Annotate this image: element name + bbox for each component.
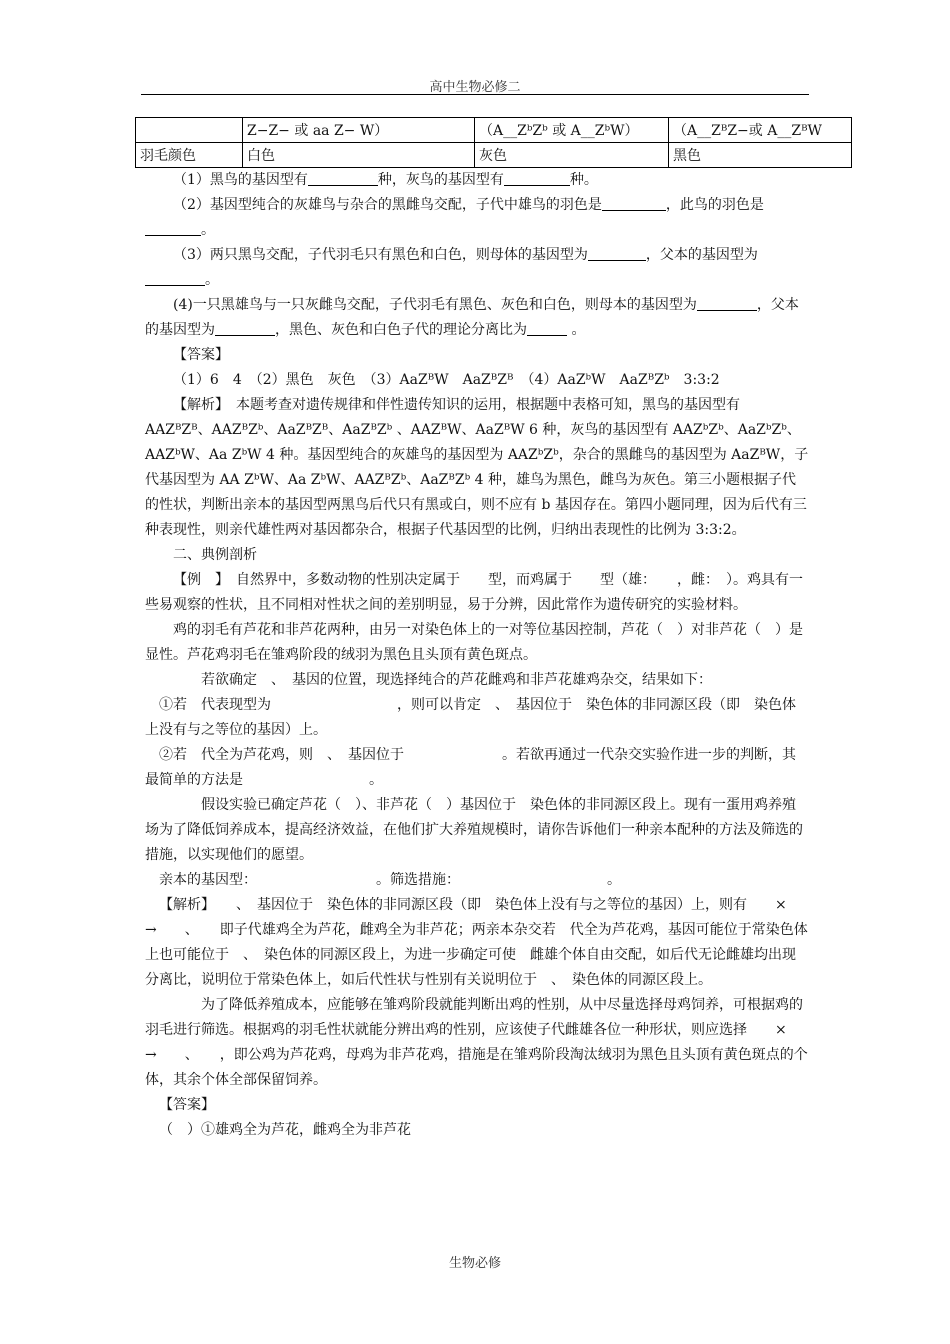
blank [215,319,275,336]
page-header: 高中生物必修二 [429,80,521,95]
page-footer: 生物必修 [448,1256,501,1271]
example-case-1: ①若 代表现型为 ，则可以肯定 、 基因位于 染色体的非同源区段（即 染色体上没有与之等位的基因）上。 [145,697,796,738]
analysis-paragraph: 【解析】 本题考查对遗传规律和伴性遗传知识的运用，根据题中表格可知，黑鸟的基因型有 AAZᴮZᴮ、AAZᴮZᵇ、AaZᴮZᴮ、AaZᴮZᵇ 、AAZᴮW、AaZᴮW 6 种，灰鸟的基因型有 AAZᵇZᵇ、AaZᵇZᵇ、AAZᵇW、Aa ZᵇW 4 种。基因型纯合的灰雄鸟的基因型为 AAZᵇZᵇ，杂合的黑雌鸟的基因型为 AaZᴮW，子代基因型为 AA ZᵇW、Aa ZᵇW、AAZᴮZᵇ、AaZᴮZᵇ 4 种，雄鸟为黑色，雌鸟为灰色。第三小题根据子代的性状，判断出亲本的基因型两黑鸟后代只有黑或白，则不应有 b 基因存在。第四小题同理，因为后代有三种表现性，则亲代雄性两对基因都杂合，根据子代基因型的比例，归纳出表现性的比例为 3:3:2。 [145,397,809,538]
example-paragraph: 若欲确定 、 基因的位置，现选择纯合的芦花雌鸡和非芦花雄鸡杂交，结果如下： [201,672,712,688]
table-cell: 黑色 [669,143,852,168]
blank [308,169,378,186]
blank [145,219,201,236]
table-cell: （A__ZᴮZ−或 A__ZᴮW [669,118,852,143]
table-cell: Z−Z− 或 aa Z− W） [243,118,475,143]
blank [602,194,666,211]
table-cell: 灰色 [475,143,669,168]
blank [527,319,567,336]
blank [504,169,570,186]
table-cell [136,118,243,143]
section-title: 二、典例剖析 [173,547,257,563]
question-3: （3）两只黑鸟交配，子代羽毛只有黑色和白色，则母体的基因型为 ，父本的基因型为。 [145,243,809,293]
question-4: (4)一只黑雄鸟与一只灰雌鸟交配，子代羽毛有黑色、灰色和白色，则母本的基因型为 ，父本的基因型为 ，黑色、灰色和白色子代的理论分离比为 。 [145,293,809,343]
table-row [136,143,852,168]
analysis-paragraph: 为了降低养殖成本，应能够在雏鸡阶段就能判断出鸡的性别，从中尽量选择母鸡饲养，可根据鸡的羽毛进行筛选。根据鸡的羽毛性状就能分辨出鸡的性别，应该使子代雌雄各位一种形状，则应选择 × → 、 ，即公鸡为芦花鸡，母鸡为非芦花鸡，措施是在雏鸡阶段淘汰绒羽为黑色且头顶有黄色斑点的个体，其余个体全部保留饲养。 [145,997,815,1088]
answer-label: 【答案】 [173,347,229,363]
example-paragraph: 亲本的基因型： 。筛选措施： 。 [159,872,621,888]
blank [145,269,205,286]
example-paragraph: 【例 】 自然界中，多数动物的性别决定属于 型，而鸡属于 型（雄： ，雌： ）。鸡具有一些易观察的性状，且不同相对性状之间的差别明显，易于分辨，因此常作为遗传研究的实验材料。 [145,572,803,613]
table-cell: 羽毛颜色 [136,143,243,168]
answer-line: （1）6 4 （2）黑色 灰色 （3）AaZᴮW AaZᴮZᴮ （4）AaZᵇW AaZᴮZᵇ 3:3:2 [173,372,720,388]
example-paragraph: 鸡的羽毛有芦花和非芦花两种，由另一对染色体上的一对等位基因控制，芦花（ ）对非芦花（ ）是显性。芦花鸡羽毛在雏鸡阶段的绒羽为黑色且头顶有黄色斑点。 [145,622,803,663]
question-2: （2）基因型纯合的灰雄鸟与杂合的黑雌鸟交配，子代中雄鸟的羽色是 ，此鸟的羽色是。 [145,193,809,243]
document-body [145,168,824,1143]
table-cell: （A__ZᵇZᵇ 或 A__ZᵇW） [475,118,669,143]
table-cell: 白色 [243,143,475,168]
answer-line: （ ）①雄鸡全为芦花，雌鸡全为非芦花 [159,1122,411,1138]
answer-label: 【答案】 [159,1097,215,1113]
genotype-table [135,117,852,168]
example-case-2: ②若 代全为芦花鸡，则 、 基因位于 。若欲再通过一代杂交实验作进一步的判断，其最简单的方法是 。 [145,747,796,788]
table-row [136,118,852,143]
blank [588,244,646,261]
question-1: （1）黑鸟的基因型有 种，灰鸟的基因型有 种。 [145,168,809,193]
blank [697,294,757,311]
analysis-paragraph: 【解析】 、 基因位于 染色体的非同源区段（即 染色体上没有与之等位的基因）上，则有 × → 、 即子代雄鸡全为芦花，雌鸡全为非芦花；两亲本杂交若 代全为芦花鸡，基因可能位于常染色体上也可能位于 、 染色体的同源区段上，为进一步确定可使 雌雄个体自由交配，如后代无论雌雄均出现 分离比，说明位于常染色体上，如后代性状与性别有关说明位于 、 染色体的同源区段上。 [145,897,824,988]
example-paragraph: 假设实验已确定芦花（ ）、非芦花（ ）基因位于 染色体的非同源区段上。现有一蛋用鸡养殖场为了降低饲养成本，提高经济效益，在他们扩大养殖规模时，请你告诉他们一种亲本配种的方法及筛选的措施，以实现他们的愿望。 [145,797,803,863]
header-divider [141,94,809,95]
